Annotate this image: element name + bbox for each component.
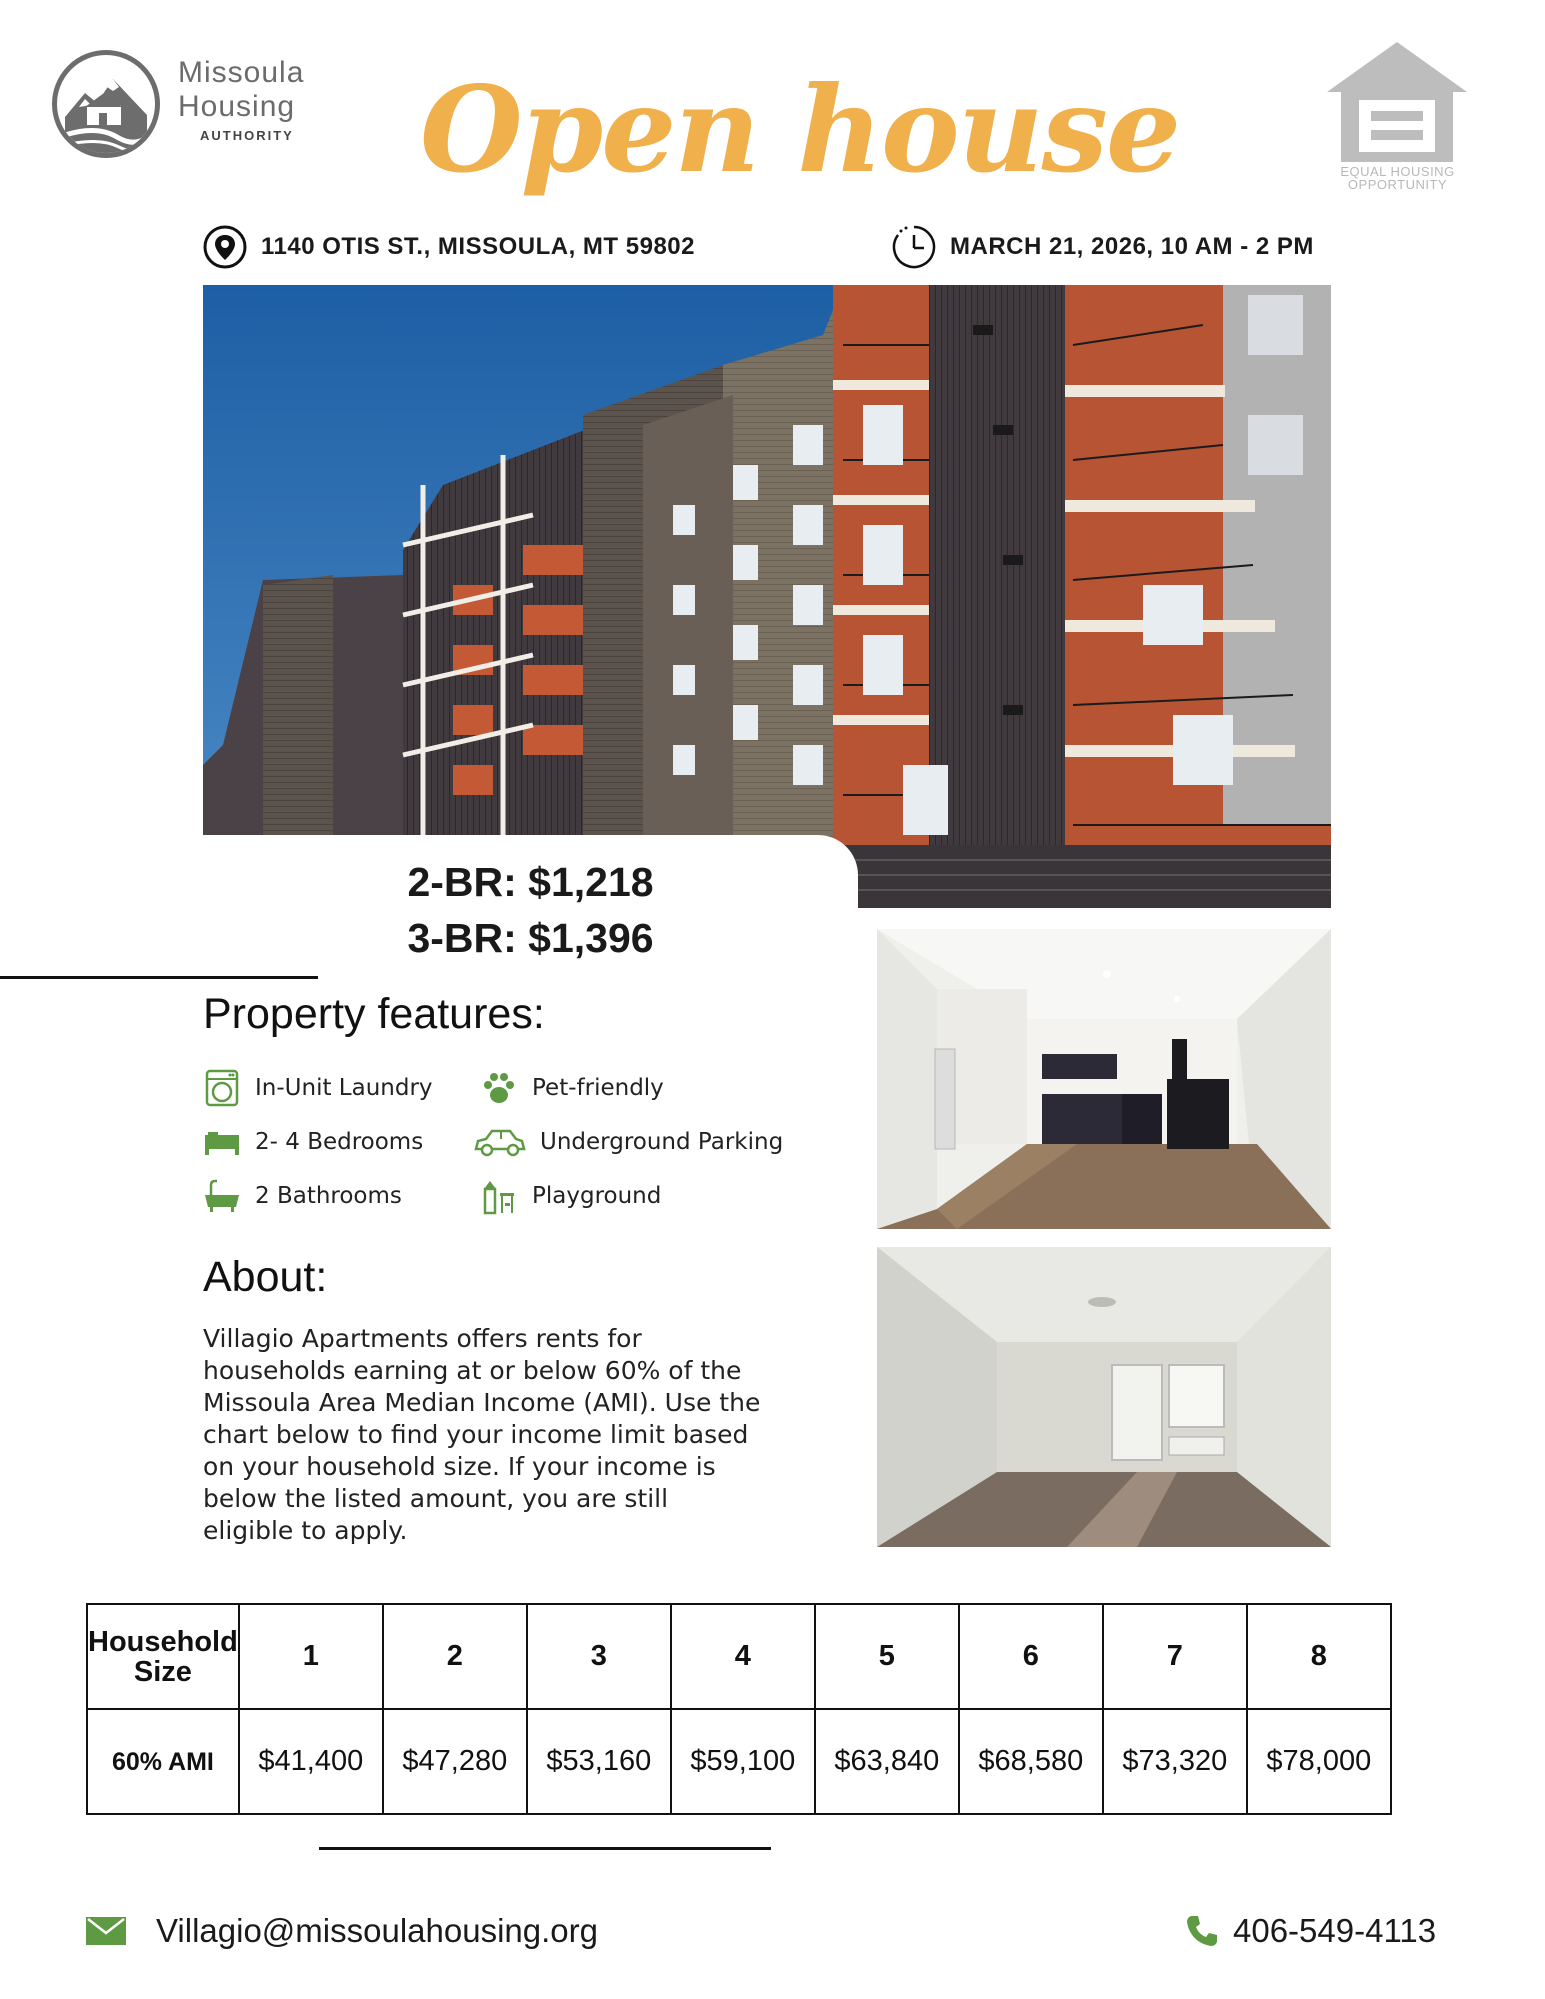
- feature-pets-label: Pet-friendly: [532, 1075, 664, 1101]
- email-contact[interactable]: [86, 1912, 598, 1950]
- feature-parking-label: Underground Parking: [540, 1129, 784, 1155]
- row-header-household-size: Household Size: [87, 1604, 239, 1709]
- equal-housing-logo: [1325, 40, 1470, 195]
- bathtub-icon: [203, 1177, 241, 1215]
- location-pin-icon: [203, 225, 247, 269]
- feature-laundry-label: In-Unit Laundry: [255, 1075, 433, 1101]
- equal-housing-house-icon: [1325, 40, 1470, 165]
- logo-name-line3: AUTHORITY: [200, 128, 294, 143]
- envelope-icon: [86, 1917, 126, 1945]
- phone-contact[interactable]: [1185, 1912, 1436, 1950]
- org-logo: [52, 50, 322, 160]
- household-size-cell: 4: [671, 1604, 815, 1709]
- interior-living-photo: [877, 1247, 1331, 1547]
- logo-emblem-icon: [52, 50, 160, 158]
- income-limit-cell: $47,280: [383, 1709, 527, 1814]
- feature-bathrooms-label: 2 Bathrooms: [255, 1183, 402, 1209]
- datetime-text: MARCH 21, 2026, 10 AM - 2 PM: [950, 233, 1314, 260]
- feature-bedrooms-label: 2- 4 Bedrooms: [255, 1129, 424, 1155]
- price-card: [203, 835, 858, 985]
- paw-icon: [480, 1069, 518, 1107]
- table-row-household-size: [87, 1604, 1391, 1709]
- feature-pets: [480, 1069, 664, 1107]
- income-limit-cell: $53,160: [527, 1709, 671, 1814]
- price-2br: 2-BR: $1,218: [407, 859, 654, 905]
- page-title: Open house: [420, 60, 1180, 199]
- divider-bottom: [319, 1847, 771, 1850]
- price-3br: 3-BR: $1,396: [407, 915, 654, 961]
- income-limit-cell: $73,320: [1103, 1709, 1247, 1814]
- income-limit-cell: $78,000: [1247, 1709, 1391, 1814]
- address-row: [203, 225, 695, 269]
- income-limit-cell: $68,580: [959, 1709, 1103, 1814]
- feature-bedrooms: [203, 1123, 423, 1161]
- household-size-cell: 1: [239, 1604, 383, 1709]
- email-link[interactable]: Villagio@missoulahousing.org: [156, 1912, 598, 1949]
- feature-laundry: [203, 1069, 433, 1107]
- divider-left: [0, 976, 318, 979]
- household-size-cell: 3: [527, 1604, 671, 1709]
- household-size-cell: 2: [383, 1604, 527, 1709]
- feature-playground-label: Playground: [532, 1183, 662, 1209]
- income-limit-cell: $63,840: [815, 1709, 959, 1814]
- income-limit-cell: $41,400: [239, 1709, 383, 1814]
- feature-parking: [472, 1123, 783, 1161]
- household-size-cell: 7: [1103, 1604, 1247, 1709]
- household-size-cell: 5: [815, 1604, 959, 1709]
- feature-playground: [480, 1177, 661, 1215]
- car-icon: [472, 1123, 526, 1161]
- table-row-ami: [87, 1709, 1391, 1814]
- datetime-row: [892, 225, 1314, 269]
- eho-line2: OPPORTUNITY: [1347, 177, 1448, 192]
- address-text: 1140 OTIS ST., MISSOULA, MT 59802: [261, 233, 695, 260]
- about-body: Villagio Apartments offers rents for households earning at or below 60% of the Missoula Area Median Income (AMI). Use the chart below to find your income limit based on your household size. If your income is below the listed amount, you are still eligible to apply.: [203, 1324, 761, 1545]
- household-size-cell: 6: [959, 1604, 1103, 1709]
- building-exterior-photo: [203, 285, 1331, 908]
- logo-name-line1: Missoula: [178, 56, 305, 89]
- phone-icon: [1185, 1914, 1219, 1948]
- ami-income-table: [86, 1603, 1392, 1815]
- interior-kitchen-photo: [877, 929, 1331, 1229]
- phone-link[interactable]: 406-549-4113: [1233, 1912, 1437, 1949]
- washing-machine-icon: [203, 1069, 241, 1107]
- feature-bathrooms: [203, 1177, 402, 1215]
- bed-icon: [203, 1123, 241, 1161]
- about-heading: About:: [203, 1253, 328, 1301]
- clock-icon: [892, 225, 936, 269]
- household-size-cell: 8: [1247, 1604, 1391, 1709]
- logo-name-line2: Housing: [178, 90, 296, 123]
- playground-icon: [480, 1177, 518, 1215]
- logo-wordmark: [178, 56, 304, 143]
- equal-housing-text: [1325, 165, 1470, 191]
- eho-line1: EQUAL HOUSING: [1340, 164, 1455, 179]
- features-heading: Property features:: [203, 990, 545, 1038]
- income-limit-cell: $59,100: [671, 1709, 815, 1814]
- row-header-ami: 60% AMI: [87, 1709, 239, 1814]
